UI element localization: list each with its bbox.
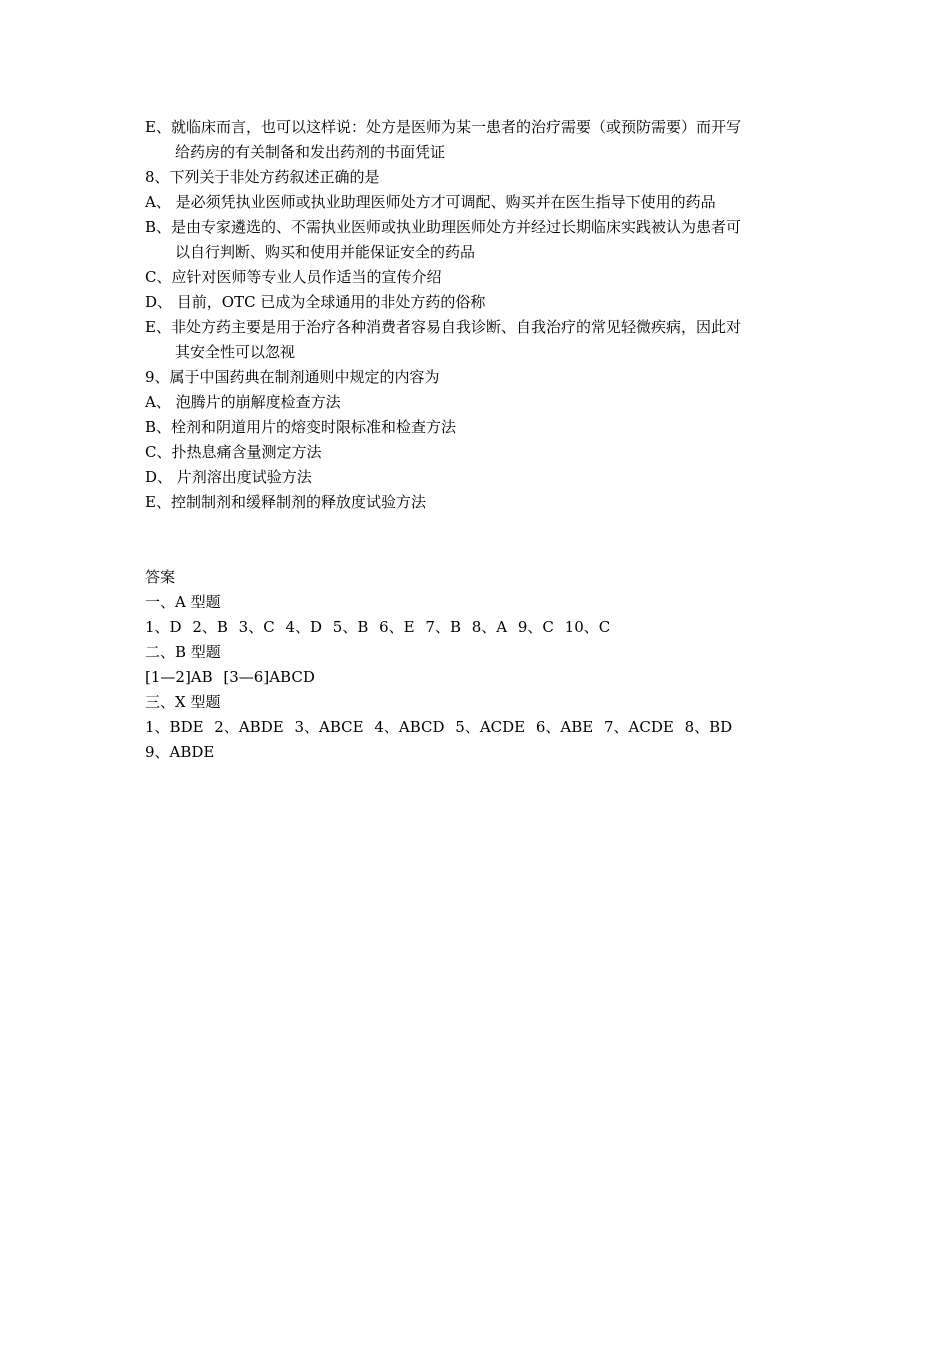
q9-option-a: A、 泡腾片的崩解度检查方法 bbox=[145, 393, 341, 411]
q9-stem: 9、属于中国药典在制剂通则中规定的内容为 bbox=[145, 368, 440, 386]
q8-option-b-line2: 以自行判断、购买和使用并能保证安全的药品 bbox=[175, 243, 476, 261]
q9-option-d: D、 片剂溶出度试验方法 bbox=[145, 468, 312, 486]
answers-section-x-title: 三、X 型题 bbox=[145, 693, 221, 711]
q7-option-e-line2: 给药房的有关制备和发出药剂的书面凭证 bbox=[175, 143, 446, 161]
q8-option-e-line2: 其安全性可以忽视 bbox=[175, 343, 296, 361]
section-spacer bbox=[145, 515, 815, 565]
answers-section-x-list-line2: 9、ABDE bbox=[145, 743, 215, 761]
q7-option-e-line1: E、就临床而言，也可以这样说：处方是医师为某一患者的治疗需要（或预防需要）而开写 bbox=[145, 118, 741, 136]
q9-option-e: E、控制制剂和缓释制剂的释放度试验方法 bbox=[145, 493, 426, 511]
q8-option-c: C、应针对医师等专业人员作适当的宣传介绍 bbox=[145, 268, 442, 286]
q8-option-e-line1: E、非处方药主要是用于治疗各种消费者容易自我诊断、自我治疗的常见轻微疾病，因此对 bbox=[145, 318, 741, 336]
answers-section-a-title: 一、A 型题 bbox=[145, 593, 221, 611]
q8-stem: 8、下列关于非处方药叙述正确的是 bbox=[145, 168, 380, 186]
answers-heading: 答案 bbox=[145, 568, 176, 586]
answers-section-a-list: 1、D 2、B 3、C 4、D 5、B 6、E 7、B 8、A 9、C 10、C bbox=[145, 618, 611, 636]
q9-option-b: B、栓剂和阴道用片的熔变时限标准和检查方法 bbox=[145, 418, 457, 436]
answers-section-x-list-line1: 1、BDE 2、ABDE 3、ABCE 4、ABCD 5、ACDE 6、ABE 7、ACDE 8、BD bbox=[145, 718, 733, 736]
answers-section-b-title: 二、B 型题 bbox=[145, 643, 221, 661]
document-page bbox=[145, 115, 815, 765]
q8-option-a: A、 是必须凭执业医师或执业助理医师处方才可调配、购买并在医生指导下使用的药品 bbox=[145, 193, 716, 211]
answers-section-b-list: [1—2]AB [3—6]ABCD bbox=[145, 668, 315, 686]
q8-option-b-line1: B、是由专家遴选的、不需执业医师或执业助理医师处方并经过长期临床实践被认为患者可 bbox=[145, 218, 742, 236]
q9-option-c: C、扑热息痛含量测定方法 bbox=[145, 443, 322, 461]
q8-option-d: D、 目前，OTC 已成为全球通用的非处方药的俗称 bbox=[145, 293, 486, 311]
